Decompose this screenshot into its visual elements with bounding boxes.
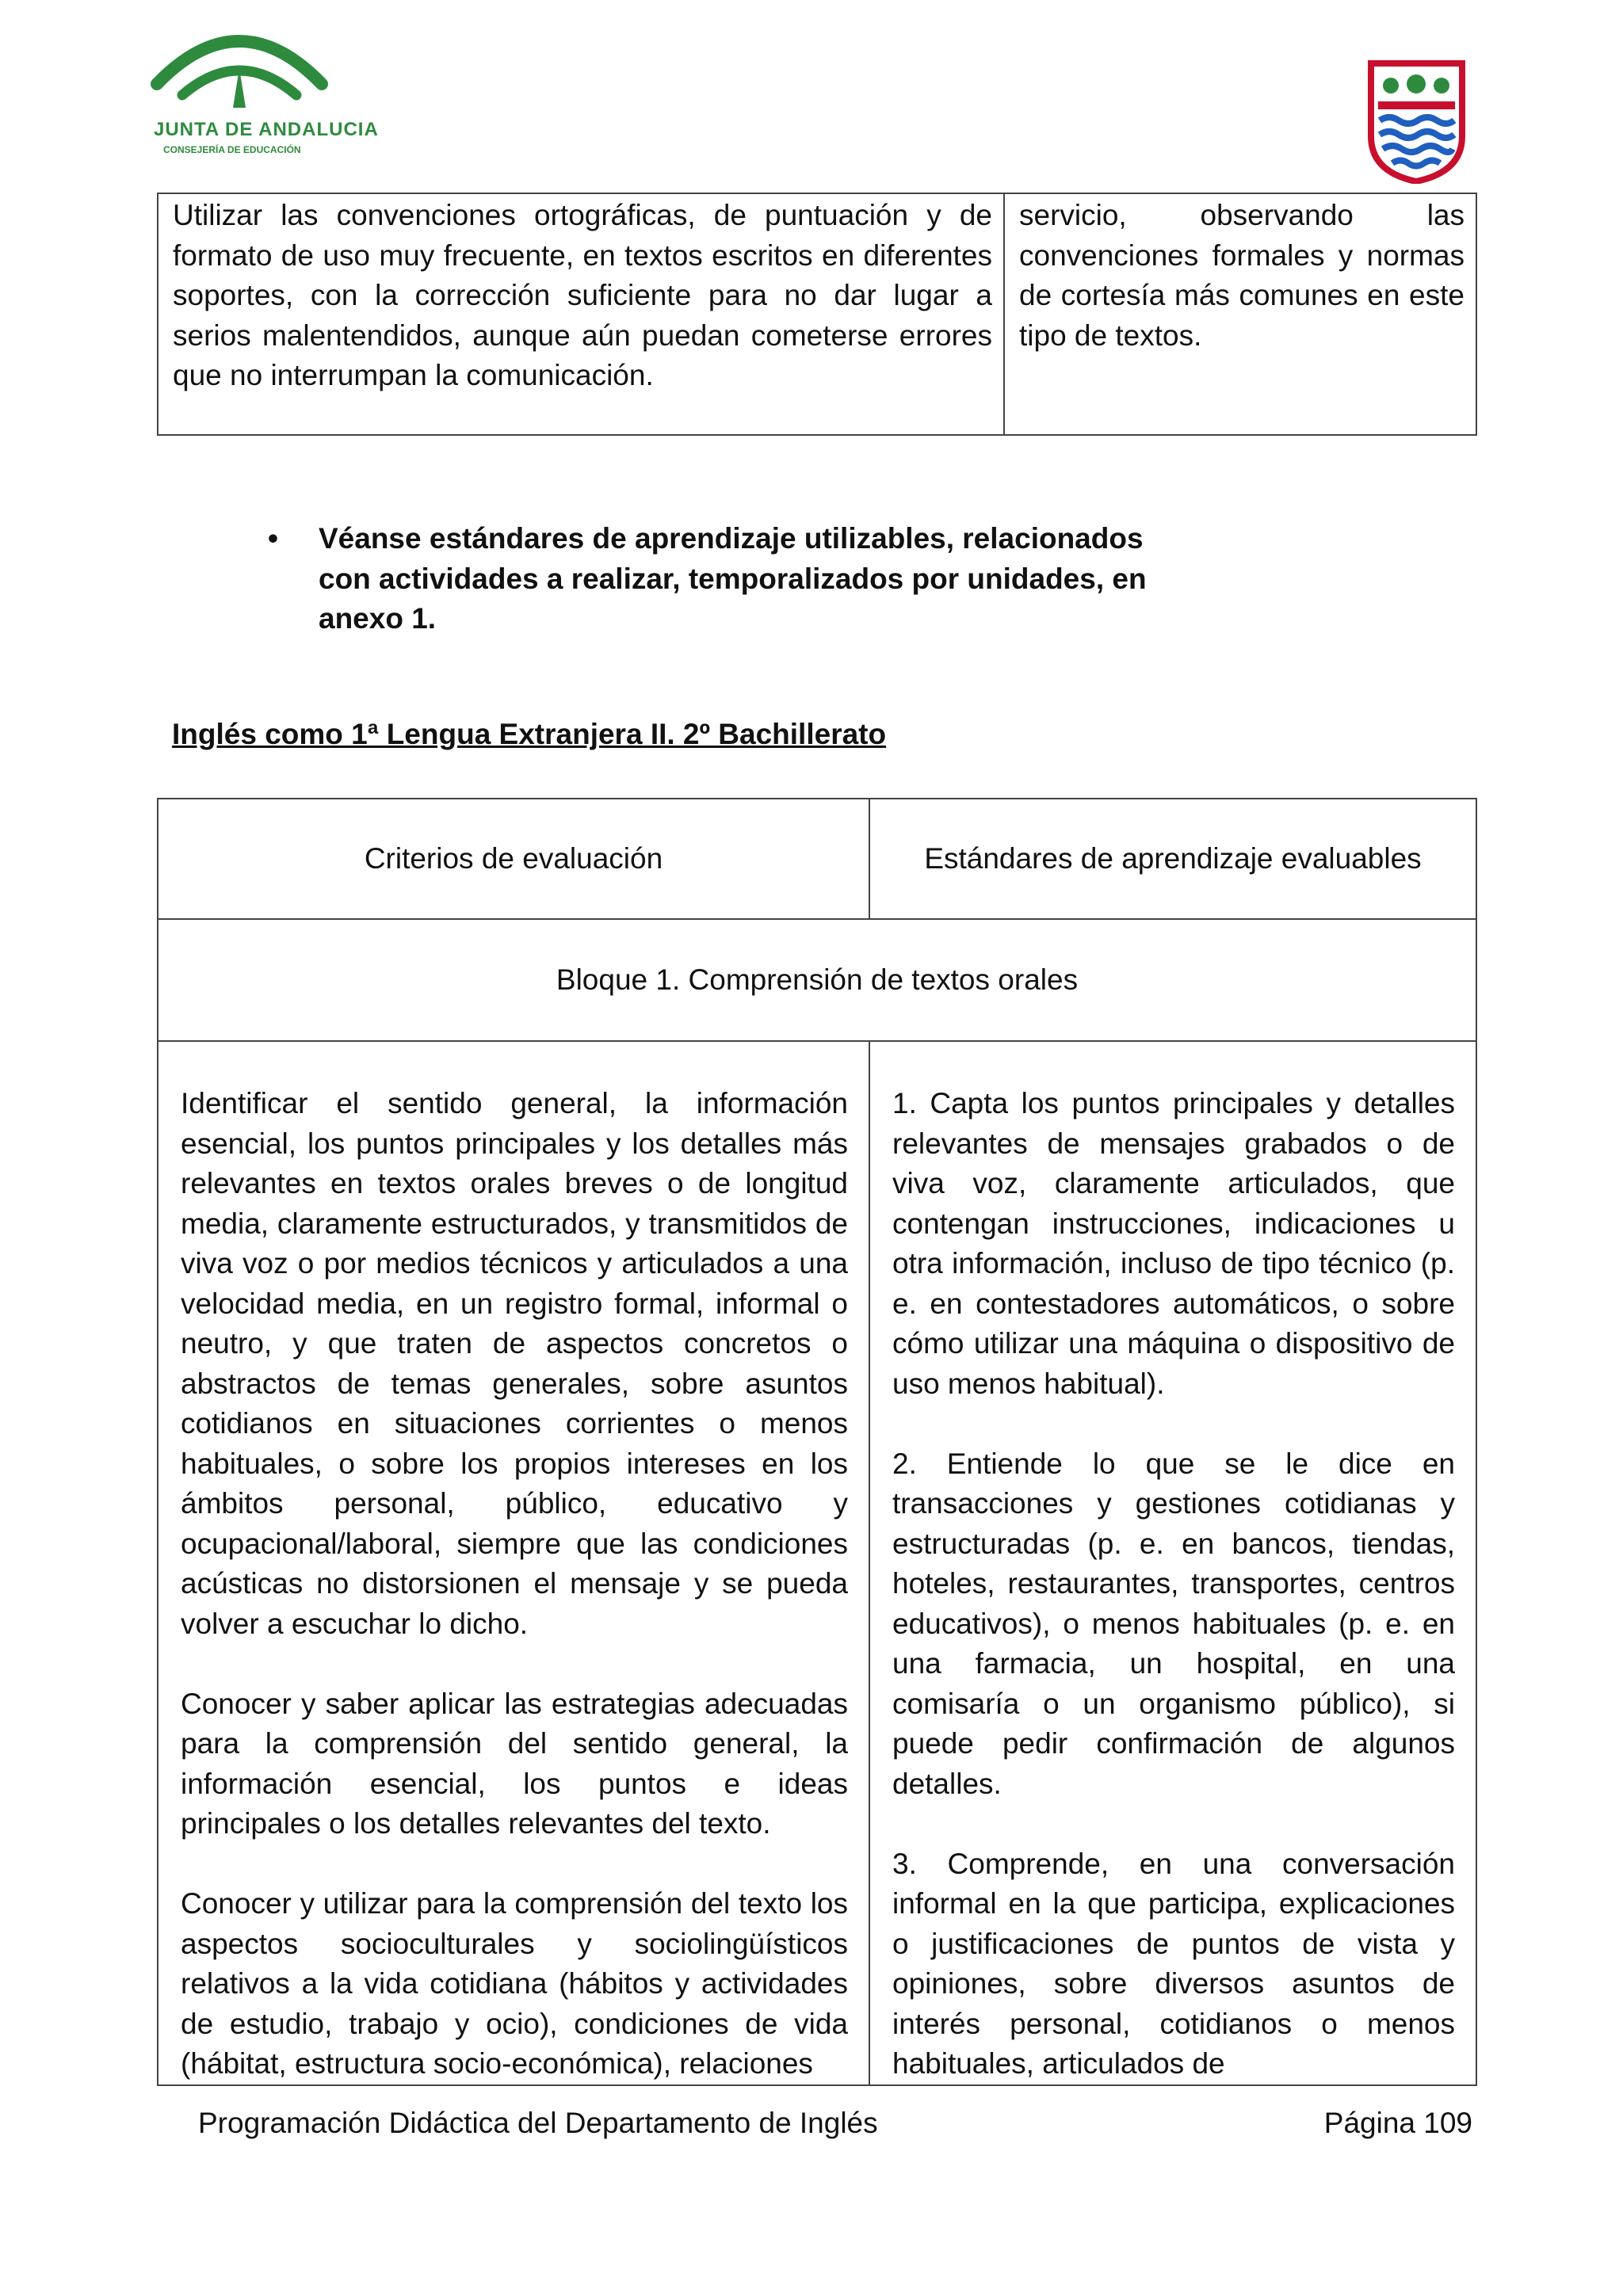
col-header-standards: Estándares de aprendizaje evaluables bbox=[869, 799, 1476, 919]
logo-name: JUNTA DE ANDALUCIA bbox=[154, 119, 379, 140]
col-header-criteria: Criterios de evaluación bbox=[158, 799, 869, 919]
standard-item: 2. Entiende lo que se le dice en transacciones y gestiones cotidianas y estructuradas (p. e. en bancos, tiendas, hoteles, restaurantes, transportes, centros educativos), o menos habituales (p. e. en una farmacia, un hospital, en una comisaría o un organismo público), si puede pedir confirmación de algunos detalles. bbox=[892, 1447, 1455, 1800]
section-heading: Inglés como 1ª Lengua Extranjera II. 2º Bachillerato bbox=[172, 718, 887, 750]
junta-andalucia-logo bbox=[151, 22, 379, 161]
criteria-column bbox=[158, 1041, 869, 2085]
standard-item: 3. Comprende, en una conversación informal en la que participa, explicaciones o justificaciones de puntos de vista y opiniones, sobre diversos asuntos de interés personal, cotidianos o menos habituales, articulados de bbox=[892, 1847, 1455, 2080]
standard-item: 1. Capta los puntos principales y detalles relevantes de mensajes grabados o de viva voz, claramente articulados, que contengan instrucciones, indicaciones u otra información, incluso de tipo técnico (p. e. en contestadores automáticos, o sobre cómo utilizar una máquina o dispositivo de uso menos habitual). bbox=[892, 1087, 1455, 1400]
municipal-shield-icon bbox=[1367, 57, 1466, 184]
criterion-item: Identificar el sentido general, la información esencial, los puntos principales y los detalles más relevantes en textos orales breves o de longitud media, claramente estructurados, y transmitidos de viva voz o por medios técnicos y articulados a una velocidad media, en un registro formal, informal o neutro, y que traten de aspectos concretos o abstractos de temas generales, sobre asuntos cotidianos en situaciones corrientes o menos habituales, o sobre los propios intereses en los ámbitos personal, público, educativo y ocupacional/laboral, siempre que las condiciones acústicas no distorsionen el mensaje y se pueda volver a escuchar lo dicho. bbox=[181, 1087, 848, 1640]
criterion-item: Conocer y saber aplicar las estrategias adecuadas para la comprensión del sentido general, la información esencial, los puntos e ideas principales o los detalles relevantes del texto. bbox=[181, 1687, 848, 1840]
footer-title: Programación Didáctica del Departamento de Inglés bbox=[198, 2107, 878, 2139]
bullet-note-text: Véanse estándares de aprendizaje utilizables, relacionados con actividades a realizar, temporalizados por unidades, en anexo 1. bbox=[319, 522, 1147, 635]
bullet-dot-icon: • bbox=[268, 522, 278, 555]
standards-column bbox=[869, 1041, 1476, 2085]
logo-dept: CONSEJERÍA DE EDUCACIÓN bbox=[163, 144, 301, 155]
evaluation-table bbox=[157, 798, 1477, 2086]
criteria-text: Utilizar las convenciones ortográficas, de puntuación y de formato de uso muy frecuente, en textos escritos en diferentes soportes, con la corrección suficiente para no dar lugar a serios malentendidos, aunque aún puedan cometerse errores que no interrumpan la comunicación. bbox=[173, 199, 992, 391]
standards-text: servicio, observando las convenciones formales y normas de cortesía más comunes en este tipo de textos. bbox=[1019, 199, 1465, 352]
block-title: Bloque 1. Comprensión de textos orales bbox=[158, 919, 1476, 1041]
standards-cell bbox=[1004, 193, 1476, 435]
criteria-continuation-table bbox=[157, 193, 1477, 436]
criterion-item: Conocer y utilizar para la comprensión del texto los aspectos socioculturales y sociolingüísticos relativos a la vida cotidiana (hábitos y actividades de estudio, trabajo y ocio), condiciones de vida (hábitat, estructura socio-económica), relaciones bbox=[181, 1887, 848, 2080]
criteria-cell bbox=[158, 193, 1004, 435]
page-number: Página 109 bbox=[1323, 2107, 1472, 2139]
junta-arches-icon bbox=[151, 22, 329, 117]
